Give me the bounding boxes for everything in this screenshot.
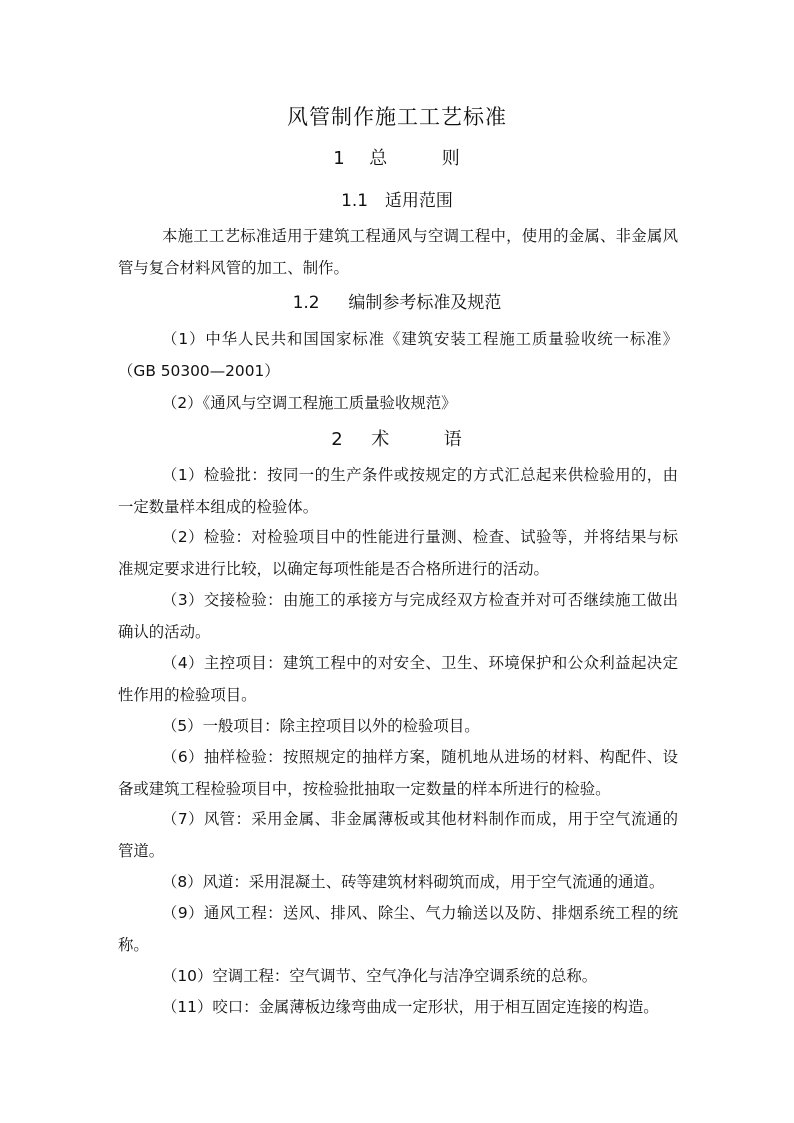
section-heading-part-b: 则 bbox=[441, 148, 461, 169]
subsection-number: 1.1 bbox=[341, 191, 369, 211]
subsection-heading-references bbox=[0, 290, 794, 316]
term-item: （4）主控项目：建筑工程中的对安全、卫生、环境保护和公众利益起决定性作用的检验项目。 bbox=[118, 654, 678, 704]
section-heading-part-a: 总 bbox=[369, 148, 389, 169]
term-item: （3）交接检验：由施工的承接方与完成经双方检查并对可否继续施工做出确认的活动。 bbox=[118, 591, 678, 641]
subsection-title: 适用范围 bbox=[384, 191, 453, 211]
subsection-title: 编制参考标准及规范 bbox=[348, 293, 502, 313]
term-item: （11）咬口：金属薄板边缘弯曲成一定形状，用于相互固定连接的构造。 bbox=[162, 998, 659, 1016]
subsection-heading-scope bbox=[0, 188, 794, 214]
term-item: （8）风道：采用混凝土、砖等建筑材料砌筑而成，用于空气流通的通道。 bbox=[162, 873, 665, 891]
term-item: （7）风管：采用金属、非金属薄板或其他材料制作而成，用于空气流通的管道。 bbox=[118, 810, 678, 860]
section-heading-part-b: 语 bbox=[443, 429, 463, 450]
document-title: 风管制作施工工艺标准 bbox=[287, 105, 507, 129]
term-item: （5）一般项目：除主控项目以外的检验项目。 bbox=[162, 717, 480, 735]
term-item: （1）检验批：按同一的生产条件或按规定的方式汇总起来供检验用的，由一定数量样本组成的检验体。 bbox=[118, 466, 678, 516]
subsection-number: 1.2 bbox=[292, 293, 320, 313]
reference-item: （2）《通风与空调工程施工质量验收规范》 bbox=[162, 394, 457, 412]
section-heading-general bbox=[0, 146, 794, 172]
section-heading-terms bbox=[0, 427, 794, 453]
term-item: （6）抽样检验：按照规定的抽样方案，随机地从进场的材料、构配件、设备或建筑工程检验项目中，按检验批抽取一定数量的样本所进行的检验。 bbox=[118, 748, 678, 798]
term-item: （10）空调工程：空气调节、空气净化与洁净空调系统的总称。 bbox=[162, 967, 598, 985]
reference-item: （1）中华人民共和国国家标准《建筑安装工程施工质量验收统一标准》（GB 50300—2001） bbox=[118, 330, 678, 380]
section-heading-part-a: 术 bbox=[371, 429, 391, 450]
section-number: 2 bbox=[331, 429, 344, 450]
term-item: （2）检验：对检验项目中的性能进行量测、检查、试验等，并将结果与标准规定要求进行比较，以确定每项性能是否合格所进行的活动。 bbox=[118, 528, 678, 578]
section-number: 1 bbox=[333, 148, 346, 169]
scope-paragraph: 本施工工艺标准适用于建筑工程通风与空调工程中，使用的金属、非金属风管与复合材料风管的加工、制作。 bbox=[118, 227, 678, 277]
term-item: （9）通风工程：送风、排风、除尘、气力输送以及防、排烟系统工程的统称。 bbox=[118, 904, 678, 954]
